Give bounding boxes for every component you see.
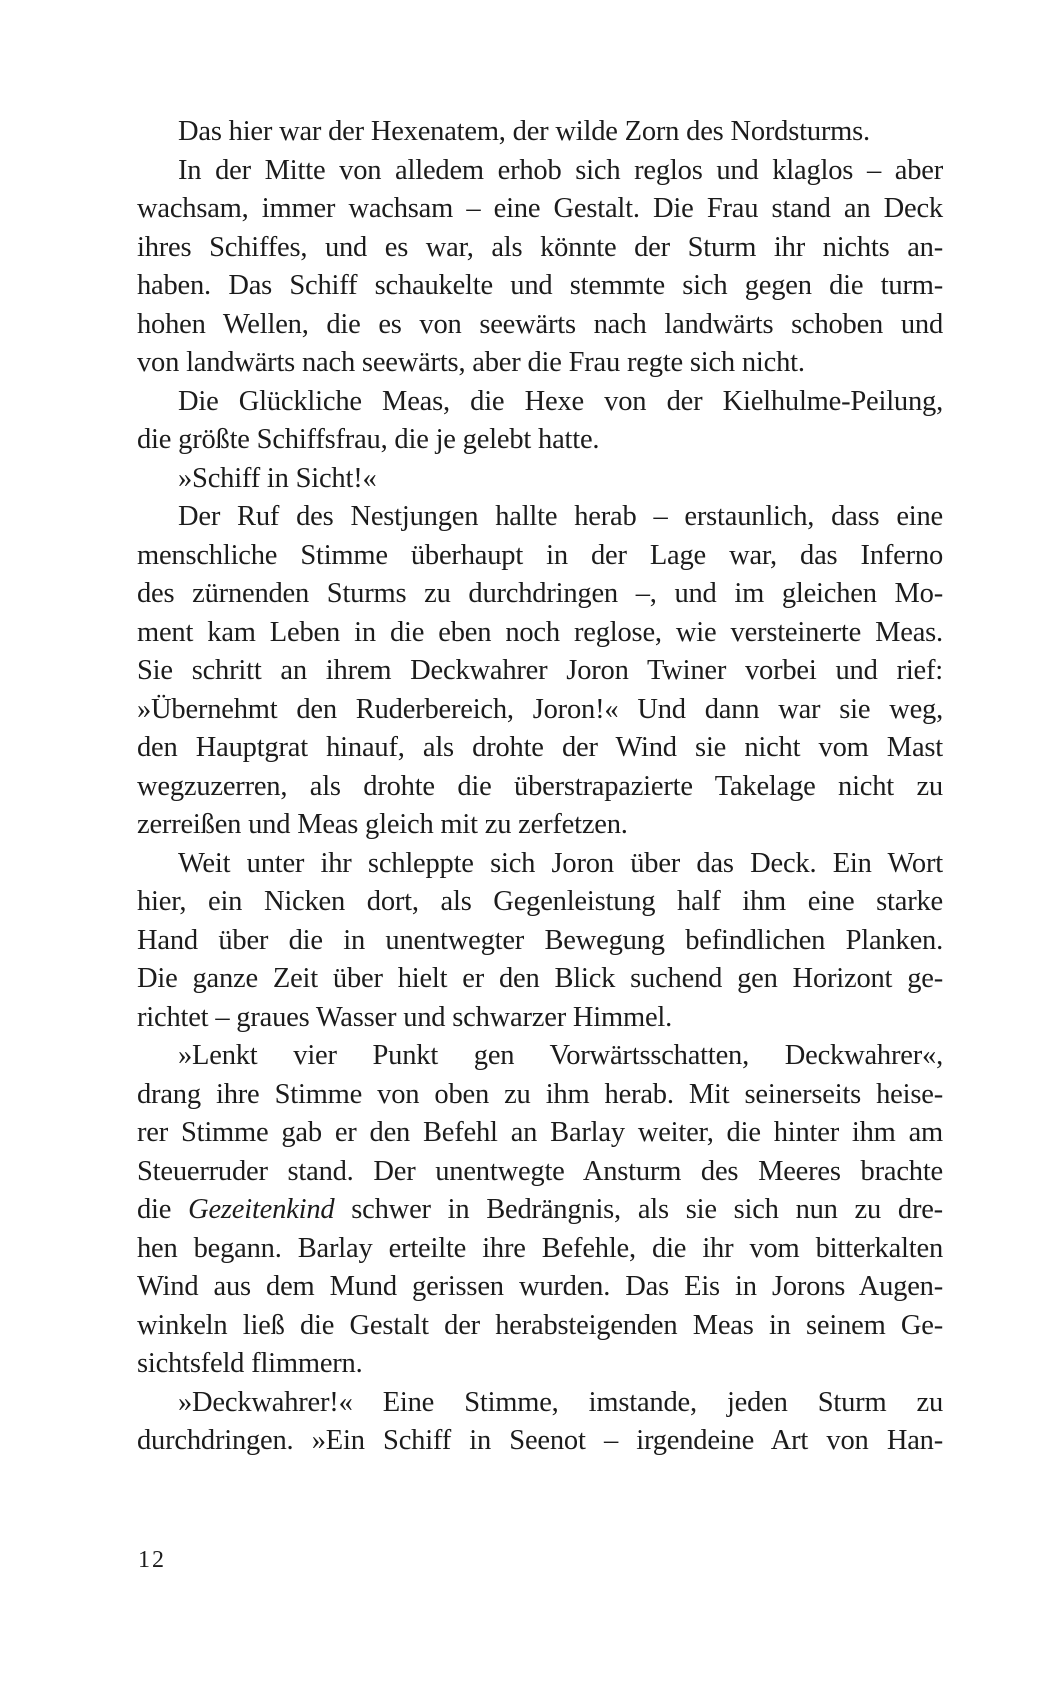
text-segment: die	[137, 1194, 189, 1225]
text-line: Wind aus dem Mund gerissen wurden. Das Eis in Jorons Augen-	[137, 1271, 943, 1302]
text-line: hen begann. Barlay erteilte ihre Befehle, die ihr vom bitterkalten	[137, 1232, 943, 1264]
text-line: drang ihre Stimme von oben zu ihm herab. Mit seinerseits heise-	[137, 1078, 943, 1110]
text-line: ihres Schiffes, und es war, als könnte der Sturm ihr nichts an-	[137, 231, 943, 263]
text-line: sichtsfeld flimmern.	[137, 1348, 363, 1379]
page-number: 12	[138, 1547, 166, 1573]
text-line: Weit unter ihr schleppte sich Joron über das Deck. Ein Wort	[178, 847, 943, 879]
text-line: den Hauptgrat hinauf, als drohte der Wind sie nicht vom Mast	[137, 732, 943, 763]
text-line: wegzuzerren, als drohte die überstrapazierte Takelage nicht zu	[137, 770, 943, 802]
text-line: »Schiff in Sicht!«	[178, 462, 377, 494]
text-segment: schwer in Bedrängnis, als sie sich nun zu dre-	[334, 1194, 943, 1225]
text-line: des zürnenden Sturms zu durchdringen –, und im gleichen Mo-	[137, 578, 943, 609]
body-text	[137, 113, 943, 1461]
text-line: die größte Schiffsfrau, die je gelebt hatte.	[137, 424, 600, 455]
text-line: Das hier war der Hexenatem, der wilde Zorn des Nordsturms.	[178, 116, 870, 147]
text-line: zerreißen und Meas gleich mit zu zerfetzen.	[137, 809, 628, 840]
text-line: von landwärts nach seewärts, aber die Frau regte sich nicht.	[137, 347, 805, 378]
text-line: »Lenkt vier Punkt gen Vorwärtsschatten, Deckwahrer«,	[178, 1040, 943, 1071]
text-line-with-italic	[137, 1191, 943, 1230]
text-line: hohen Wellen, die es von seewärts nach landwärts schoben und	[137, 308, 943, 340]
text-line: Die ganze Zeit über hielt er den Blick suchend gen Horizont ge-	[137, 963, 943, 994]
text-line: In der Mitte von alledem erhob sich reglos und klaglos – aber	[178, 154, 943, 186]
text-line: durchdringen. »Ein Schiff in Seenot – irgendeine Art von Han-	[137, 1425, 943, 1456]
text-line: Die Glückliche Meas, die Hexe von der Kielhulme-Peilung,	[178, 385, 943, 417]
text-line: Sie schritt an ihrem Deckwahrer Joron Twiner vorbei und rief:	[137, 655, 943, 686]
text-line: »Übernehmt den Ruderbereich, Joron!« Und dann war sie weg,	[137, 693, 943, 725]
text-line: haben. Das Schiff schaukelte und stemmte sich gegen die turm-	[137, 270, 943, 301]
text-line: Hand über die in unentwegter Bewegung befindlichen Planken.	[137, 924, 943, 956]
text-line: Der Ruf des Nestjungen hallte herab – erstaunlich, dass eine	[178, 501, 943, 532]
text-line: »Deckwahrer!« Eine Stimme, imstande, jeden Sturm zu	[178, 1386, 943, 1418]
text-line: Steuerruder stand. Der unentwegte Ansturm des Meeres brachte	[137, 1155, 943, 1187]
text-line: hier, ein Nicken dort, als Gegenleistung half ihm eine starke	[137, 886, 943, 917]
text-line: menschliche Stimme überhaupt in der Lage war, das Inferno	[137, 539, 943, 571]
text-line: rer Stimme gab er den Befehl an Barlay weiter, die hinter ihm am	[137, 1117, 943, 1148]
ship-name-italic: Gezeitenkind	[188, 1194, 335, 1225]
text-line: winkeln ließ die Gestalt der herabsteigenden Meas in seinem Ge-	[137, 1309, 943, 1341]
text-line: ment kam Leben in die eben noch reglose, wie versteinerte Meas.	[137, 616, 943, 648]
text-line: richtet – graues Wasser und schwarzer Himmel.	[137, 1001, 673, 1033]
text-line: wachsam, immer wachsam – eine Gestalt. Die Frau stand an Deck	[137, 193, 943, 224]
